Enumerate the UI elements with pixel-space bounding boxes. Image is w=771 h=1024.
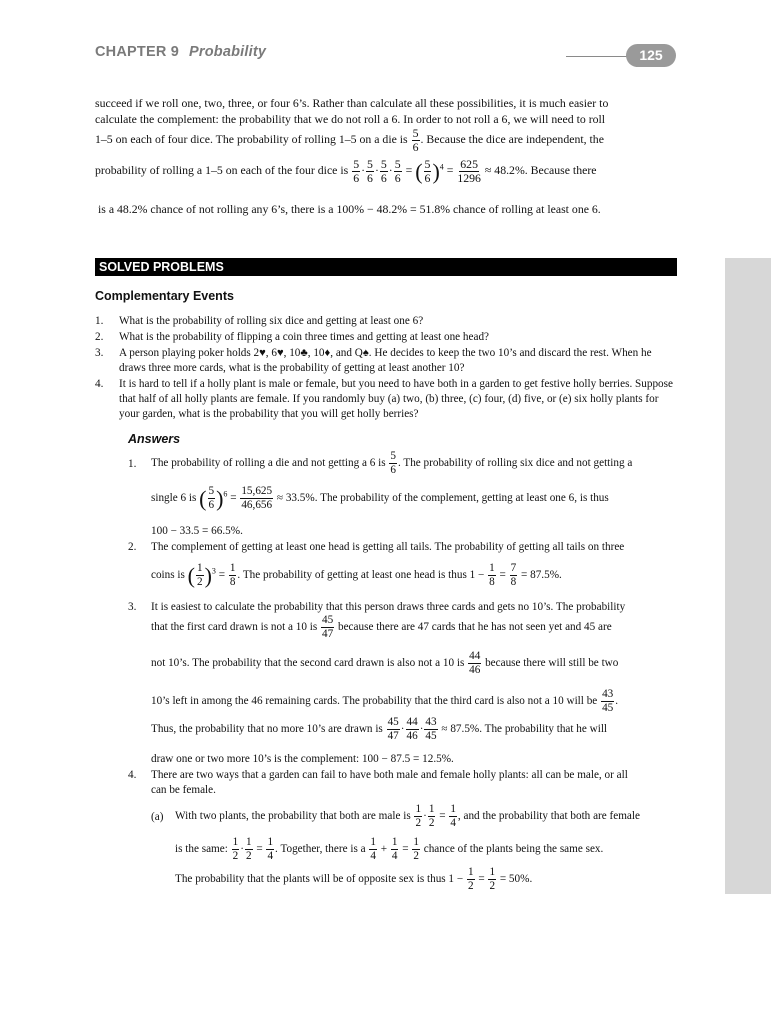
answer-1-line-1: The probability of rolling a die and not getting a 6 is $\frac{5}{6}$ . The probability of rolling six dice and not getting a <box>151 450 633 476</box>
question-3-number: 3. <box>95 347 104 359</box>
answer-1-line-3: 100 − 33.5 = 66.5%. <box>151 525 243 537</box>
intro-line-1: succeed if we roll one, two, three, or four 6’s. Rather than calculate all these possibilities, it is much easier to <box>95 96 609 110</box>
intro-line-4-text-b: ≈ 48.2%. Because there <box>484 163 597 178</box>
question-2-text: What is the probability of flipping a coin three times and getting at least one head? <box>119 331 490 343</box>
intro-line-3-text-b: . Because the dice are independent, the <box>420 132 604 147</box>
answer-3-line-4: 10’s left in among the 46 remaining cards. The probability that the third card is also not a 10 will be $\frac{43}{45}$ . <box>151 688 619 714</box>
intro-line-3-text: 1–5 on each of four dice. The probability of rolling 1–5 on a die is <box>95 132 408 147</box>
answer-2-number: 2. <box>128 541 137 553</box>
answer-3-line-6: draw one or two more 10’s is the complement: 100 − 87.5 = 12.5%. <box>151 753 454 765</box>
fraction-625-1296: $\frac{625}{1296}$ <box>457 157 481 185</box>
answer-3-line-2: that the first card drawn is not a 10 is $\frac{45}{47}$ because there are 47 cards that he has not seen yet and 45 are <box>151 614 612 640</box>
question-1-number: 1. <box>95 315 104 327</box>
answer-3-line-5: Thus, the probability that no more 10’s are drawn is $\frac{45}{47}$ · $\frac{44}{46}$ · $\frac{43}{45}$ ≈ 87.5%. The probability that he will <box>151 716 608 742</box>
answer-4-line-2: can be female. <box>151 784 216 796</box>
question-1-text: What is the probability of rolling six dice and getting at least one 6? <box>119 315 424 327</box>
chapter-label: CHAPTER 9 <box>95 44 179 60</box>
fraction-5-6-b: $\frac{5}{6}$ <box>367 157 373 185</box>
fraction-5-6-d: $\frac{5}{6}$ <box>394 157 401 185</box>
answer-4a-line-2: is the same: $\frac{1}{2}$ · $\frac{1}{2}$ = $\frac{1}{4}$ . Together, there is a $\frac{1}{4}$ + $\frac{1}{4}$ = $\frac{1}{2}$ chance of the plants being the same sex. <box>175 836 604 862</box>
answer-1-number: 1. <box>128 458 137 470</box>
answer-3-line-1: It is easiest to calculate the probability that this person draws three cards and gets no 10’s. The probability <box>151 601 626 613</box>
question-4-text: It is hard to tell if a holly plant is male or female, but you need to have both in a garden to get festive holly berries. Suppose that half of all holly plants are female. If you randomly buy (a) two, (b) three, (c) four, (d) five, or (e) six holly plants for your garden, what is the probability that you will get holly berries? <box>119 378 673 420</box>
answer-2-line-1: The complement of getting at least one head is getting all tails. The probability of getting all tails on three <box>151 541 625 553</box>
answer-4a-line-3: The probability that the plants will be of opposite sex is thus 1 − $\frac{1}{2}$ = $\frac{1}{2}$ = 50%. <box>175 866 533 892</box>
answer-3-line-3: not 10’s. The probability that the second card drawn is also not a 10 is $\frac{44}{46}$ because there will still be two <box>151 650 619 676</box>
answer-4a-label: (a) <box>151 811 164 823</box>
fraction-5-6-c: $\frac{5}{6}$ <box>380 157 387 185</box>
intro-line-4: probability of rolling a 1–5 on each of the four dice is $\frac{5}{6}$ · $\frac{5}{6}$ · $\frac{5}{6}$ · $\frac{5}{6}$ = ( $\frac{5}{6}$ )$^4$ = $\frac{625}{1296}$ ≈ 48.2%. Because there <box>95 157 597 185</box>
answers-heading: Answers <box>128 432 181 446</box>
answer-2-line-2: coins is ( $\frac{1}{2}$ )$^3$ = $\frac{1}{8}$ . The probability of getting at least one head is thus 1 − $\frac{1}{8}$ = $\frac{7}{8}$ = 87.5%. <box>151 562 562 588</box>
chapter-title: Probability <box>188 44 267 60</box>
question-2-number: 2. <box>95 331 104 343</box>
answer-4a-line-1: With two plants, the probability that both are male is $\frac{1}{2}$ · $\frac{1}{2}$ = $\frac{1}{4}$ , and the probability that both are female <box>175 803 640 829</box>
question-3-text: A person playing poker holds 2♥, 6♥, 10♣, 10♦, and Q♠. He decides to keep the two 10’s and discard the rest. When he draws three more cards, what is the probability of getting at least another 10? <box>119 347 652 374</box>
fraction-5-6: $\frac{5}{6}$ <box>412 126 419 154</box>
fraction-5-6-e: $\frac{5}{6}$ <box>424 157 431 185</box>
answer-3-number: 3. <box>128 601 137 613</box>
page-tab-bar <box>725 258 771 894</box>
exponent-4: 4 <box>439 162 444 172</box>
question-4-number: 4. <box>95 378 104 390</box>
complementary-events-heading: Complementary Events <box>95 289 234 303</box>
header-rule <box>566 56 632 57</box>
answer-4-line-1: There are two ways that a garden can fail to have both male and female holly plants: all can be male, or all <box>151 769 628 781</box>
fraction-5-6-a: $\frac{5}{6}$ <box>353 157 360 185</box>
intro-line-2: calculate the complement: the probability that we do not roll a 6. In order to not roll a 6, we will need to roll <box>95 112 606 126</box>
intro-line-3 <box>95 127 604 154</box>
intro-line-4-text: probability of rolling a 1–5 on each of the four dice is <box>95 163 349 178</box>
answer-4-number: 4. <box>128 769 137 781</box>
solved-problems-banner: SOLVED PROBLEMS <box>95 258 677 276</box>
answer-1-line-2: single 6 is ( $\frac{5}{6}$ )$^6$ = $\frac{15,625}{46,656}$ ≈ 33.5%. The probability of the complement, getting at least one 6, is thus <box>151 485 609 511</box>
page-number: 125 <box>626 44 676 67</box>
intro-line-5: is a 48.2% chance of not rolling any 6’s, there is a 100% − 48.2% = 51.8% chance of rolling at least one 6. <box>98 202 601 216</box>
chapter-header <box>95 44 266 60</box>
